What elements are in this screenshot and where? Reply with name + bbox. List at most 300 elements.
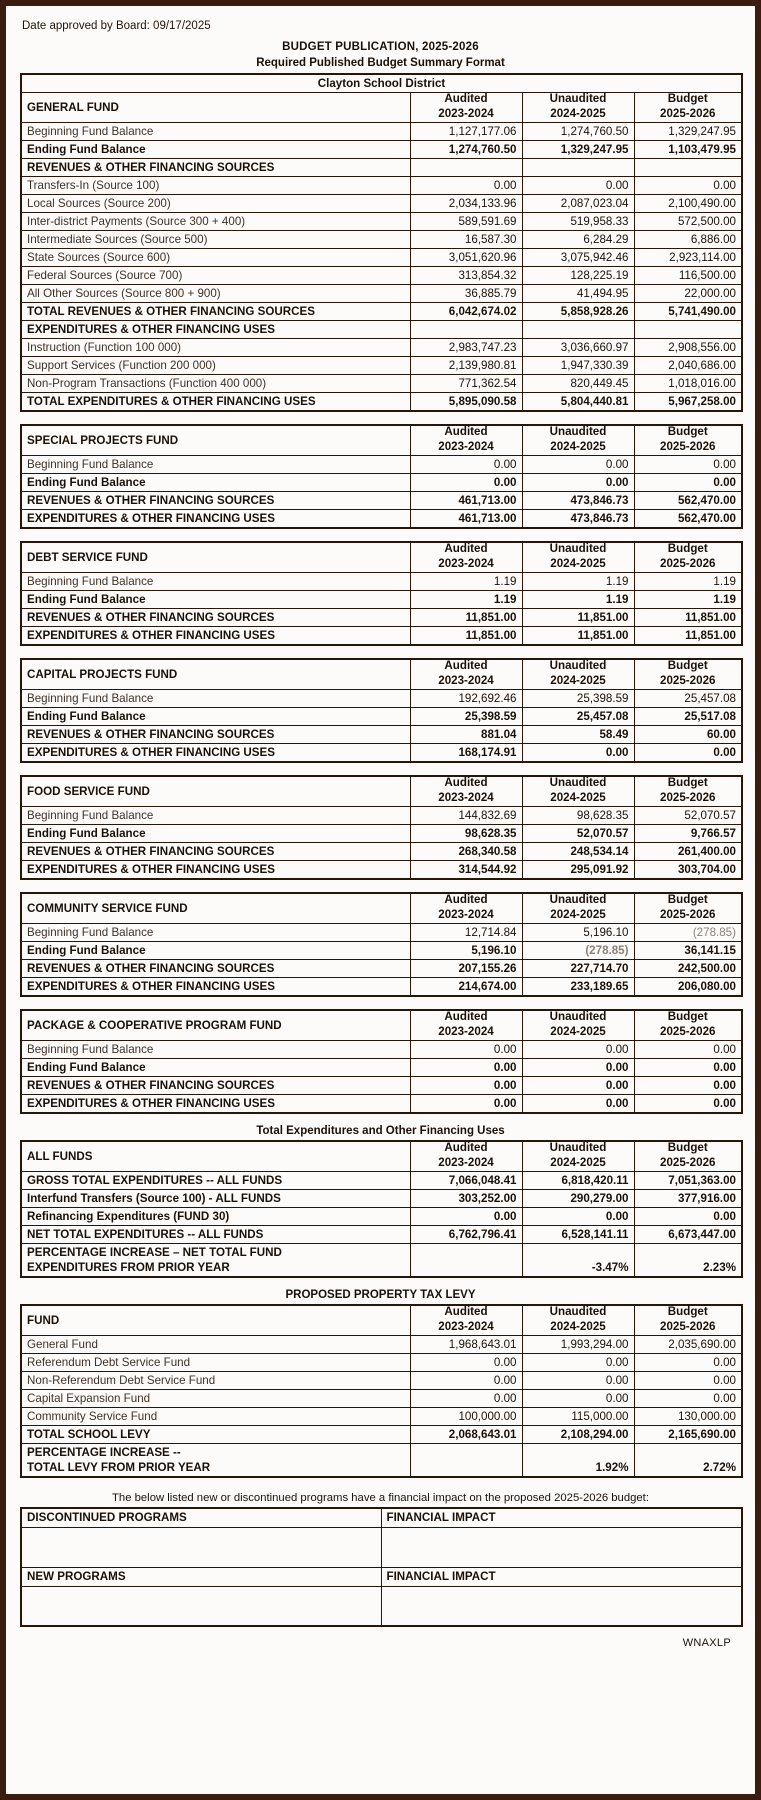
- table-row: [21, 1041, 742, 1059]
- row-label: TOTAL SCHOOL LEVY: [21, 1426, 410, 1444]
- row-label: Beginning Fund Balance: [21, 924, 410, 942]
- col-header-budget: [634, 1305, 742, 1336]
- row-value: 0.00: [410, 1041, 522, 1059]
- all-funds-section-title: Total Expenditures and Other Financing Uses: [256, 1125, 505, 1137]
- col-header-audited-years: 2023-2024: [438, 674, 494, 687]
- fund-header-row: [21, 542, 742, 573]
- col-header-audited: [410, 542, 522, 573]
- table-row: [21, 1390, 742, 1408]
- table-row: [21, 357, 742, 375]
- row-value: 268,340.58: [410, 843, 522, 861]
- row-value: 3,051,620.96: [410, 249, 522, 267]
- row-value: 2,034,133.96: [410, 195, 522, 213]
- col-header-unaudited: [522, 659, 634, 690]
- row-label: Refinancing Expenditures (FUND 30): [21, 1208, 410, 1226]
- fund-name: CAPITAL PROJECTS FUND: [21, 659, 410, 690]
- col-header-unaudited: [522, 1010, 634, 1041]
- col-header-budget: [634, 1010, 742, 1041]
- row-value: 0.00: [410, 1095, 522, 1114]
- row-value: 7,066,048.41: [410, 1172, 522, 1190]
- fund-table: [20, 775, 743, 880]
- row-value: 2,983,747.23: [410, 339, 522, 357]
- row-value: [522, 159, 634, 177]
- row-value: 0.00: [410, 456, 522, 474]
- row-label: Beginning Fund Balance: [21, 456, 410, 474]
- row-value: 36,141.15: [634, 942, 742, 960]
- row-value: 0.00: [634, 474, 742, 492]
- fund-table: [20, 892, 743, 997]
- row-value: 11,851.00: [410, 609, 522, 627]
- row-value: 0.00: [522, 177, 634, 195]
- row-label: All Other Sources (Source 800 + 900): [21, 285, 410, 303]
- table-row: [21, 591, 742, 609]
- col-header-budget-years: 2025-2026: [660, 1320, 716, 1333]
- col-header-audited: [410, 1141, 522, 1172]
- row-value: 461,713.00: [410, 510, 522, 529]
- col-header-budget-years: 2025-2026: [660, 674, 716, 687]
- row-value: 1.19: [522, 591, 634, 609]
- percentage-increase-value: 1.92%: [522, 1444, 634, 1478]
- col-header-budget-top: Budget: [667, 1305, 708, 1318]
- row-value: 248,534.14: [522, 843, 634, 861]
- col-header-budget-top: Budget: [667, 1010, 708, 1023]
- col-header-unaudited-top: Unaudited: [549, 1010, 607, 1023]
- row-value: 0.00: [522, 1059, 634, 1077]
- discontinued-programs-label: DISCONTINUED PROGRAMS: [21, 1508, 381, 1527]
- all-funds-rows: [21, 1172, 742, 1278]
- col-header-budget-years: 2025-2026: [660, 908, 716, 921]
- fund-table: [20, 424, 743, 529]
- percentage-increase-value: 2.23%: [634, 1244, 742, 1278]
- row-label: Ending Fund Balance: [21, 1059, 410, 1077]
- col-header-budget-years: 2025-2026: [660, 557, 716, 570]
- col-header-unaudited-years: 2024-2025: [550, 674, 606, 687]
- col-header-audited: [410, 1010, 522, 1041]
- col-header-unaudited: [522, 93, 634, 123]
- row-value: 5,741,490.00: [634, 303, 742, 321]
- col-header-budget-years: 2025-2026: [660, 1156, 716, 1169]
- col-header-unaudited-top: Unaudited: [549, 542, 607, 555]
- col-header-budget: [634, 1141, 742, 1172]
- table-row: [21, 393, 742, 412]
- row-label: Intermediate Sources (Source 500): [21, 231, 410, 249]
- row-value: 820,449.45: [522, 375, 634, 393]
- table-row: [21, 1426, 742, 1444]
- discontinued-financial-impact-label: FINANCIAL IMPACT: [381, 1508, 742, 1527]
- row-value: 3,036,660.97: [522, 339, 634, 357]
- row-value: 227,714.70: [522, 960, 634, 978]
- row-value: 572,500.00: [634, 213, 742, 231]
- row-label: Beginning Fund Balance: [21, 1041, 410, 1059]
- row-label: Ending Fund Balance: [21, 708, 410, 726]
- row-value: 5,804,440.81: [522, 393, 634, 412]
- row-value: 2,035,690.00: [634, 1336, 742, 1354]
- col-header-budget-top: Budget: [667, 659, 708, 672]
- table-row: [21, 321, 742, 339]
- row-label: REVENUES & OTHER FINANCING SOURCES: [21, 1077, 410, 1095]
- table-row: [21, 744, 742, 763]
- row-value: 36,885.79: [410, 285, 522, 303]
- row-label: EXPENDITURES & OTHER FINANCING USES: [21, 627, 410, 646]
- row-value: 1,274,760.50: [522, 123, 634, 141]
- table-row: [21, 861, 742, 880]
- col-header-audited-top: Audited: [444, 1141, 488, 1154]
- table-row: [21, 690, 742, 708]
- new-entry-row: [21, 1586, 742, 1626]
- row-value: 0.00: [634, 1372, 742, 1390]
- row-value: 115,000.00: [522, 1408, 634, 1426]
- table-row: [21, 924, 742, 942]
- row-value: 562,470.00: [634, 510, 742, 529]
- row-value: 116,500.00: [634, 267, 742, 285]
- row-value: 11,851.00: [634, 609, 742, 627]
- row-label: EXPENDITURES & OTHER FINANCING USES: [21, 1095, 410, 1114]
- row-label: EXPENDITURES & OTHER FINANCING USES: [21, 321, 410, 339]
- tax-levy-table: [20, 1304, 743, 1478]
- row-value: 0.00: [522, 456, 634, 474]
- col-header-audited: [410, 659, 522, 690]
- budget-publication-page: [6, 6, 755, 1794]
- row-value: 41,494.95: [522, 285, 634, 303]
- fund-header-row: [21, 425, 742, 456]
- general-fund-table: [20, 73, 743, 412]
- row-value: 6,042,674.02: [410, 303, 522, 321]
- table-row: [21, 267, 742, 285]
- col-header-audited-years: 2023-2024: [438, 1025, 494, 1038]
- table-row: [21, 510, 742, 529]
- row-value: 881.04: [410, 726, 522, 744]
- row-value: 1,329,247.95: [522, 141, 634, 159]
- row-value: (278.85): [522, 942, 634, 960]
- col-header-unaudited-years: 2024-2025: [550, 1156, 606, 1169]
- table-row: [21, 843, 742, 861]
- row-value: 0.00: [634, 1095, 742, 1114]
- row-label: Interfund Transfers (Source 100) - ALL FUNDS: [21, 1190, 410, 1208]
- col-header-unaudited-years: 2024-2025: [550, 1320, 606, 1333]
- row-label: REVENUES & OTHER FINANCING SOURCES: [21, 492, 410, 510]
- fund-header-row: [21, 1010, 742, 1041]
- table-row: [21, 141, 742, 159]
- col-header-unaudited-years: 2024-2025: [550, 791, 606, 804]
- discontinued-financial-impact-value[interactable]: [381, 1527, 742, 1567]
- programs-table: [20, 1507, 743, 1627]
- fund-blocks: [20, 412, 741, 1114]
- row-value: 0.00: [634, 1077, 742, 1095]
- table-row: [21, 960, 742, 978]
- row-value: 0.00: [410, 1077, 522, 1095]
- row-value: 11,851.00: [522, 627, 634, 646]
- row-value: 1,968,643.01: [410, 1336, 522, 1354]
- row-value: 0.00: [410, 1372, 522, 1390]
- row-label: REVENUES & OTHER FINANCING SOURCES: [21, 159, 410, 177]
- row-value: 6,818,420.11: [522, 1172, 634, 1190]
- col-header-unaudited: [522, 1305, 634, 1336]
- percentage-increase-value: [410, 1244, 522, 1278]
- discontinued-entry-row: [21, 1527, 742, 1567]
- row-value: [634, 159, 742, 177]
- col-header-unaudited-years: 2024-2025: [550, 440, 606, 453]
- row-value: 0.00: [522, 1041, 634, 1059]
- col-header-unaudited: [522, 425, 634, 456]
- row-value: 1,329,247.95: [634, 123, 742, 141]
- row-value: 0.00: [634, 744, 742, 763]
- row-value: [410, 321, 522, 339]
- table-row: [21, 1372, 742, 1390]
- table-row: [21, 1095, 742, 1114]
- row-value: 2,100,490.00: [634, 195, 742, 213]
- row-value: 52,070.57: [634, 807, 742, 825]
- row-value: 60.00: [634, 726, 742, 744]
- row-value: 0.00: [410, 1208, 522, 1226]
- row-value: 25,517.08: [634, 708, 742, 726]
- general-fund-header-row: [21, 93, 742, 123]
- table-row: [21, 456, 742, 474]
- row-value: 0.00: [522, 744, 634, 763]
- fund-header-row: [21, 659, 742, 690]
- tax-levy-section-title: PROPOSED PROPERTY TAX LEVY: [285, 1289, 476, 1301]
- section-spacer: [20, 646, 741, 658]
- row-value: 192,692.46: [410, 690, 522, 708]
- fund-name: COMMUNITY SERVICE FUND: [21, 893, 410, 924]
- new-programs-value[interactable]: [21, 1586, 381, 1626]
- row-value: 22,000.00: [634, 285, 742, 303]
- new-financial-impact-value[interactable]: [381, 1586, 742, 1626]
- row-value: 11,851.00: [634, 627, 742, 646]
- row-value: 1.19: [634, 573, 742, 591]
- section-spacer: [20, 997, 741, 1009]
- row-value: 100,000.00: [410, 1408, 522, 1426]
- row-value: 1,018,016.00: [634, 375, 742, 393]
- row-label: Local Sources (Source 200): [21, 195, 410, 213]
- row-label: EXPENDITURES & OTHER FINANCING USES: [21, 744, 410, 763]
- row-value: 1,947,330.39: [522, 357, 634, 375]
- fund-name: PACKAGE & COOPERATIVE PROGRAM FUND: [21, 1010, 410, 1041]
- col-header-audited: [410, 425, 522, 456]
- col-header-budget: [634, 893, 742, 924]
- row-value: 5,895,090.58: [410, 393, 522, 412]
- col-header-unaudited-years: 2024-2025: [550, 908, 606, 921]
- col-header-budget-top: Budget: [667, 425, 708, 438]
- col-header-budget-years: 2025-2026: [660, 791, 716, 804]
- row-value: 25,398.59: [410, 708, 522, 726]
- table-row: [21, 942, 742, 960]
- table-row: [21, 492, 742, 510]
- general-fund-rows: [21, 123, 742, 412]
- col-header-budget-top: Budget: [667, 542, 708, 555]
- publication-title: BUDGET PUBLICATION, 2025-2026: [282, 41, 479, 53]
- table-row: [21, 375, 742, 393]
- board-approval-date: Date approved by Board: 09/17/2025: [22, 20, 211, 32]
- row-value: 233,189.65: [522, 978, 634, 997]
- row-label: Ending Fund Balance: [21, 942, 410, 960]
- row-label: Non-Referendum Debt Service Fund: [21, 1372, 410, 1390]
- row-value: 7,051,363.00: [634, 1172, 742, 1190]
- table-row: [21, 1190, 742, 1208]
- col-header-audited-top: Audited: [444, 1010, 488, 1023]
- wnaxlp-footer: WNAXLP: [682, 1637, 731, 1649]
- col-header-budget-top: Budget: [667, 776, 708, 789]
- row-label: Ending Fund Balance: [21, 474, 410, 492]
- row-value: 2,068,643.01: [410, 1426, 522, 1444]
- row-value: 473,846.73: [522, 510, 634, 529]
- row-value: 295,091.92: [522, 861, 634, 880]
- col-header-budget: [634, 659, 742, 690]
- col-header-audited-top: Audited: [444, 893, 488, 906]
- row-value: 313,854.32: [410, 267, 522, 285]
- row-value: 0.00: [634, 1059, 742, 1077]
- col-header-audited-years: 2023-2024: [438, 1156, 494, 1169]
- fund-table: [20, 541, 743, 646]
- row-value: 261,400.00: [634, 843, 742, 861]
- row-value: 0.00: [522, 474, 634, 492]
- row-value: [410, 159, 522, 177]
- row-value: 314,544.92: [410, 861, 522, 880]
- table-row: [21, 1208, 742, 1226]
- col-header-audited-years: 2023-2024: [438, 107, 494, 120]
- row-label: Beginning Fund Balance: [21, 573, 410, 591]
- percentage-increase-label: PERCENTAGE INCREASE – NET TOTAL FUND EXPENDITURES FROM PRIOR YEAR: [21, 1244, 410, 1278]
- row-value: 589,591.69: [410, 213, 522, 231]
- row-value: 98,628.35: [410, 825, 522, 843]
- col-header-unaudited-top: Unaudited: [549, 1141, 607, 1154]
- col-header-budget: [634, 93, 742, 123]
- col-header-unaudited-top: Unaudited: [549, 92, 607, 105]
- table-row: [21, 159, 742, 177]
- row-value: 461,713.00: [410, 492, 522, 510]
- row-value: 206,080.00: [634, 978, 742, 997]
- col-header-budget-years: 2025-2026: [660, 440, 716, 453]
- row-value: 207,155.26: [410, 960, 522, 978]
- row-value: 0.00: [634, 1041, 742, 1059]
- row-value: 1.19: [410, 573, 522, 591]
- general-fund-name: GENERAL FUND: [21, 93, 410, 123]
- row-value: 1,993,294.00: [522, 1336, 634, 1354]
- row-value: 303,704.00: [634, 861, 742, 880]
- col-header-budget-top: Budget: [667, 1141, 708, 1154]
- fund-table: [20, 658, 743, 763]
- col-header-audited-top: Audited: [444, 776, 488, 789]
- publication-subtitle: Required Published Budget Summary Format: [256, 57, 505, 69]
- discontinued-programs-value[interactable]: [21, 1527, 381, 1567]
- col-header-audited-top: Audited: [444, 92, 488, 105]
- all-funds-name: ALL FUNDS: [21, 1141, 410, 1172]
- table-row: [21, 1336, 742, 1354]
- col-header-unaudited-years: 2024-2025: [550, 1025, 606, 1038]
- row-value: 214,674.00: [410, 978, 522, 997]
- table-row: [21, 123, 742, 141]
- row-label: REVENUES & OTHER FINANCING SOURCES: [21, 609, 410, 627]
- row-value: 0.00: [410, 1059, 522, 1077]
- col-header-unaudited: [522, 542, 634, 573]
- col-header-unaudited-top: Unaudited: [549, 776, 607, 789]
- row-value: 6,284.29: [522, 231, 634, 249]
- col-header-unaudited-top: Unaudited: [549, 893, 607, 906]
- row-value: 473,846.73: [522, 492, 634, 510]
- table-row: [21, 1172, 742, 1190]
- table-row: [21, 726, 742, 744]
- row-value: 25,457.08: [522, 708, 634, 726]
- row-value: 0.00: [522, 1372, 634, 1390]
- row-label: REVENUES & OTHER FINANCING SOURCES: [21, 843, 410, 861]
- row-value: 2,923,114.00: [634, 249, 742, 267]
- tax-levy-rows: [21, 1336, 742, 1478]
- col-header-budget: [634, 776, 742, 807]
- row-label: Transfers-In (Source 100): [21, 177, 410, 195]
- district-name: Clayton School District: [21, 74, 742, 93]
- percentage-increase-row: [21, 1244, 742, 1278]
- table-row: [21, 177, 742, 195]
- row-label: Ending Fund Balance: [21, 825, 410, 843]
- table-row: [21, 231, 742, 249]
- row-value: 0.00: [522, 1095, 634, 1114]
- col-header-audited: [410, 93, 522, 123]
- table-row: [21, 249, 742, 267]
- fund-name: SPECIAL PROJECTS FUND: [21, 425, 410, 456]
- col-header-budget-top: Budget: [667, 92, 708, 105]
- row-value: 0.00: [522, 1077, 634, 1095]
- section-spacer: [20, 412, 741, 424]
- col-header-audited-years: 2023-2024: [438, 1320, 494, 1333]
- row-value: 58.49: [522, 726, 634, 744]
- row-value: 5,858,928.26: [522, 303, 634, 321]
- col-header-unaudited-years: 2024-2025: [550, 107, 606, 120]
- row-value: 0.00: [522, 1354, 634, 1372]
- row-value: 5,967,258.00: [634, 393, 742, 412]
- discontinued-header-row: [21, 1508, 742, 1527]
- row-value: 1.19: [522, 573, 634, 591]
- row-value: 9,766.57: [634, 825, 742, 843]
- row-value: 0.00: [634, 1354, 742, 1372]
- col-header-budget: [634, 425, 742, 456]
- col-header-unaudited-years: 2024-2025: [550, 557, 606, 570]
- row-value: 303,252.00: [410, 1190, 522, 1208]
- row-value: 3,075,942.46: [522, 249, 634, 267]
- section-spacer: [20, 763, 741, 775]
- row-value: 2,139,980.81: [410, 357, 522, 375]
- tax-levy-header-row: [21, 1305, 742, 1336]
- row-label: EXPENDITURES & OTHER FINANCING USES: [21, 978, 410, 997]
- row-label: Referendum Debt Service Fund: [21, 1354, 410, 1372]
- col-header-audited-top: Audited: [444, 1305, 488, 1318]
- row-value: 0.00: [634, 1390, 742, 1408]
- fund-header-row: [21, 776, 742, 807]
- row-label: TOTAL EXPENDITURES & OTHER FINANCING USES: [21, 393, 410, 412]
- row-value: 16,587.30: [410, 231, 522, 249]
- col-header-audited-years: 2023-2024: [438, 440, 494, 453]
- row-label: Inter-district Payments (Source 300 + 400): [21, 213, 410, 231]
- row-value: 1.19: [410, 591, 522, 609]
- row-label: Ending Fund Balance: [21, 591, 410, 609]
- row-label: General Fund: [21, 1336, 410, 1354]
- table-row: [21, 1226, 742, 1244]
- table-row: [21, 1408, 742, 1426]
- row-value: 242,500.00: [634, 960, 742, 978]
- row-value: 1.19: [634, 591, 742, 609]
- row-value: 5,196.10: [522, 924, 634, 942]
- row-label: REVENUES & OTHER FINANCING SOURCES: [21, 726, 410, 744]
- col-header-budget-years: 2025-2026: [660, 107, 716, 120]
- row-value: 6,528,141.11: [522, 1226, 634, 1244]
- row-value: 11,851.00: [522, 609, 634, 627]
- col-header-unaudited: [522, 776, 634, 807]
- new-financial-impact-label: FINANCIAL IMPACT: [381, 1567, 742, 1586]
- row-value: [634, 321, 742, 339]
- section-spacer: [20, 880, 741, 892]
- row-value: (278.85): [634, 924, 742, 942]
- row-value: 377,916.00: [634, 1190, 742, 1208]
- row-label: Federal Sources (Source 700): [21, 267, 410, 285]
- table-row: [21, 1354, 742, 1372]
